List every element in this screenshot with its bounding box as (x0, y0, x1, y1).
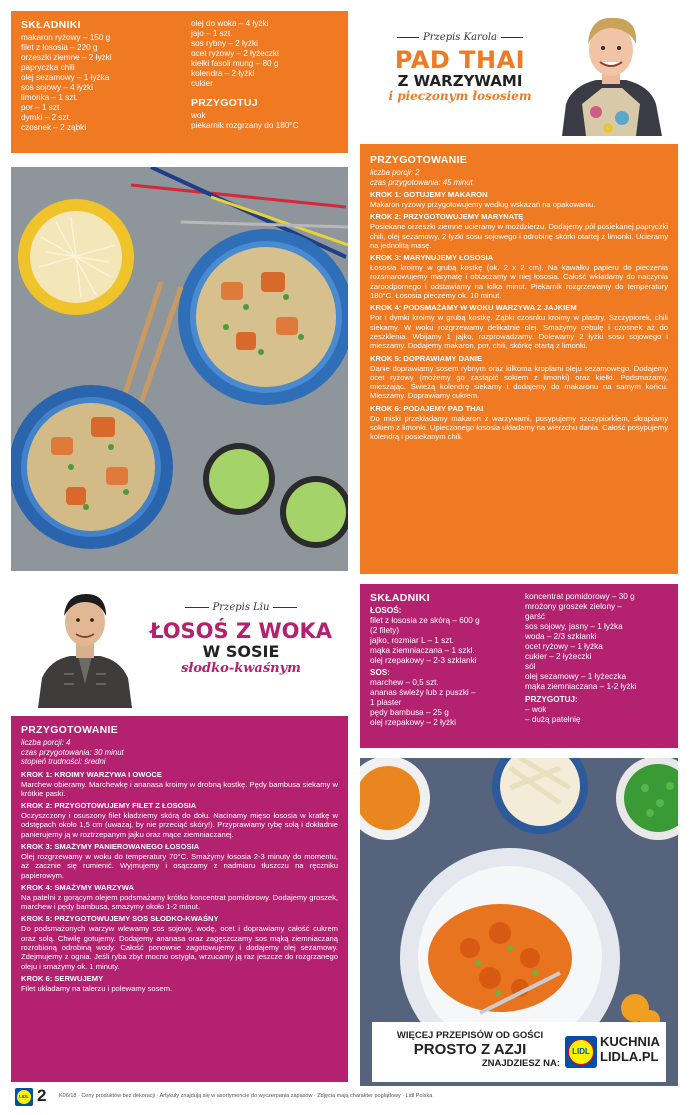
divider (185, 607, 209, 608)
step-title: KROK 5: DOPRAWIAMY DANIE (370, 353, 483, 363)
ingredient-item: olej sezamowy – 1 łyżeczka (525, 672, 627, 681)
footer (11, 1086, 681, 1110)
step-text: Makaron ryżowy przygotowujemy według wskazań na opakowaniu. (370, 200, 596, 209)
ingredient-item: olej rzepakowy – 2-3 szklanki (370, 656, 477, 665)
step (21, 974, 338, 993)
step-title: KROK 3: MARYNUJEMY ŁOSOSIA (370, 253, 494, 263)
ingredient-item: mąka ziemniaczana – 1 szkl. (370, 646, 475, 655)
step-title: KROK 2: PRZYGOTOWUJEMY FILET Z ŁOSOSIA (21, 801, 197, 811)
ingredient-item: sos sojowy, jasny – 1 łyżka (525, 622, 623, 631)
ingredient-item: kiełki fasoli mung – 80 g (191, 59, 279, 68)
ingredient-item: sos sojowy – 4 łyżki (21, 83, 93, 92)
step-text: Por i dymki kroimy w grubą kostkę. Ząbki czosnku kroimy w plastry. Szczypiorek, chili siekamy. W woku rozgrzewamy delikatnie olej. Smażymy cebulę i czosnek aż do zeszklenia. Wbijamy 1 jajko, rozprowadzamy. Dolewamy 2 łyżki sosu sojowego i mieszamy. Dodajemy makaron, por, chili, skórkę otartą z limonki. (370, 313, 668, 351)
ingredient-item: olej rzepakowy – 2 łyżki (370, 718, 457, 727)
dish-subtitle: Z WARZYWAMI (397, 72, 523, 90)
site-line-1: KUCHNIA (600, 1034, 660, 1049)
ingredient-item: por – 1 szt. (21, 103, 62, 112)
ingredient-item: papryczka chili (21, 63, 75, 72)
ingredient-item: olej sezamowy – 1 łyżka (21, 73, 110, 82)
ingredients-col-1 (370, 592, 522, 728)
footer-logo-text: LIDL (17, 1090, 31, 1104)
ingredient-item: makaron ryżowy – 150 g (21, 33, 111, 42)
footer-lidl-logo (15, 1088, 33, 1106)
dish-title: PAD THAI (394, 46, 526, 74)
ingredient-item: limonka – 1 szt. (21, 93, 78, 102)
ingredients-heading: SKŁADNIKI (21, 19, 81, 31)
step-text: Danie doprawiamy sosem rybnym oraz kilkoma kroplami oleju sezamowego. Dodajemy ocet ryżowy (możemy go zastąpić sokiem z limonki) oraz kiełki. Podsmażamy, mieszając. Świeżą kolendrę siekamy i dodajemy do makaronu na samym końcu. Mieszamy. Doprawiamy cukrem. (370, 363, 668, 401)
lidl-logo-text: LIDL (568, 1039, 594, 1065)
step-text: Łososia kroimy w grubą kostkę (ok. 2 x 2 cm). Na kawałku papieru do pieczenia rozsmarowujemy marynatę i obtaczamy w niej łososia. Całość wkładamy do naczynia żaroodpornego i odstawiamy na kilka minut. Piekarnik rozgrzewamy do temperatury 180°C. Łososia pieczemy ok. 10 minut. (370, 263, 668, 301)
ingredient-item: koncentrat pomidorowy – 30 g (525, 592, 635, 601)
prep-heading: PRZYGOTUJ: (525, 695, 578, 704)
step (21, 770, 338, 799)
ingredient-item: jajko, rozmiar L – 1 szt. (370, 636, 454, 645)
step-title: KROK 5: PRZYGOTOWUJEMY SOS SŁODKO-KWAŚNY (21, 914, 219, 924)
pad-thai-ingredients-box (11, 11, 348, 153)
step-text: Na patelni z gorącym olejem podsmażamy krótko koncentrat pomidorowy. Dodajemy groszek, marchew i pędy bambusa, smażymy około 1-2 minut. (21, 892, 338, 912)
prep-item: – wok (525, 705, 547, 714)
ingredients-col-2 (191, 19, 341, 131)
chef-label-row (370, 32, 550, 43)
step-title: KROK 6: PODAJEMY PAD THAI (370, 403, 484, 413)
chef-liu-photo (34, 584, 136, 708)
ingredient-item: cukier – 2 łyżeczki (525, 652, 592, 661)
step (370, 404, 668, 442)
step-text: Olej rozgrzewamy w woku do temperatury 70°C. Smażymy łososia 2-3 minuty do momentu, aż zacznie się rumienić. Wyjmujemy i osączamy z nadmiaru tłuszczu na ręczniku papierowym. (21, 851, 338, 880)
more-recipes-banner (372, 1022, 666, 1082)
ingredient-item: czosnek – 2 ząbki (21, 123, 87, 132)
prep-time: czas przygotowania: 45 minut (370, 177, 473, 187)
prep-time: czas przygotowania: 30 minut (21, 747, 124, 757)
page-number: 2 (37, 1086, 47, 1105)
preparation-heading: PRZYGOTOWANIE (370, 154, 468, 166)
step-text: Filet układamy na talerzu i polewamy sosem. (21, 983, 173, 993)
step-text: Marchew obieramy. Marchewkę i ananasa kroimy w drobną kostkę. Pędy bambusa siekamy w krótkie paski. (21, 779, 338, 798)
chef-label: Przepis Liu (212, 602, 270, 613)
ingredient-item: mrożony groszek zielony – (525, 602, 622, 611)
ingredient-subheading: SOS: (370, 668, 391, 677)
ingredients-heading: SKŁADNIKI (370, 592, 430, 604)
step (370, 212, 668, 250)
ingredient-item: woda – 2/3 szklanki (525, 632, 597, 641)
step-text: Posiekane orzeszki ziemne ucieramy w moździerzu. Dodajemy pół posiekanej papryczki chili, olej sezamowy, 2 łyżki sosu sojowego i odrobinę skórki otartej z limonki. Ucieramy na jednolitą masę. (370, 222, 668, 250)
difficulty: stopień trudności: średni (21, 757, 106, 766)
chef-karol-photo (552, 8, 670, 136)
step-text: Oczyszczony i osuszony filet kładziemy skórą do dołu. Nacinamy mięso łososia w kratkę w odstępach około 1,5 cm (uważaj, by nie przeciąć skóry!). Przyprawiamy rybę solą i dokładnie panierujemy ją w roztrzepanym jajku oraz mące ziemniaczanej. (21, 811, 338, 839)
ingredient-item: kolendra – 2 łyżki (191, 69, 255, 78)
portions: liczba porcji: 4 (21, 738, 71, 747)
dish-tagline: i pieczonym łososiem (388, 89, 532, 103)
ingredients-col-2 (525, 592, 671, 725)
step (370, 303, 668, 350)
banner-line-1: WIĘCEJ PRZEPISÓW OD GOŚCI (396, 1030, 544, 1041)
banner-line-3: ZNAJDZIESZ NA: (481, 1058, 560, 1069)
karol-recipe-title (370, 32, 550, 137)
prep-item: wok (191, 111, 206, 120)
step (370, 253, 668, 300)
ingredient-item: filet z łososia – 220 g (21, 43, 98, 52)
ingredient-item: olej do woka – 4 łyżki (191, 19, 269, 28)
pad-thai-photo (11, 167, 348, 571)
ingredient-item: dymki – 2 szt. (21, 113, 72, 122)
ingredient-item: orzeszki ziemne – 2 łyżki (21, 53, 112, 62)
portions: liczba porcji: 2 (370, 168, 420, 177)
pad-thai-preparation-box (360, 144, 678, 574)
prep-item: piekarnik rozgrzany do 180°C (191, 121, 299, 130)
liu-recipe-title (148, 602, 334, 702)
prep-item: – dużą patelnię (525, 715, 581, 724)
kuchnia-lidla-link[interactable] (600, 1034, 664, 1064)
step-title: KROK 2: PRZYGOTOWUJEMY MARYNATĘ (370, 212, 524, 222)
dish-title: ŁOSOŚ Z WOKA (149, 619, 333, 643)
site-line-2: LIDLA.PL (600, 1049, 659, 1064)
step (21, 842, 338, 880)
ingredient-item: 1 plaster (370, 698, 402, 707)
ingredient-item: ananas świeży lub z puszki – (370, 688, 476, 697)
step-title: KROK 1: KROIMY WARZYWA I OWOCE (21, 769, 162, 779)
ingredient-item: jajo – 1 szt. (191, 29, 233, 38)
dish-tagline: słodko-kwaśnym (181, 661, 301, 676)
step-text: Do miski przekładamy makaron z warzywami, posypujemy szczypiorkiem, skrapiamy sokiem z limonki. Upieczonego łososia układamy na wierzchu dania. Całość posypujemy kolendrą i posiekanym chili. (370, 413, 668, 442)
ingredient-subheading: ŁOSOŚ: (370, 606, 402, 615)
step-title: KROK 4: PODSMAŻAMY W WOKU WARZYWA Z JAJKIEM (370, 303, 577, 313)
ingredient-item: ocet ryżowy – 1 łyżka (525, 642, 603, 651)
banner-line-2: PROSTO Z AZJI (413, 1041, 527, 1058)
step (370, 354, 668, 401)
divider (273, 607, 297, 608)
step-title: KROK 4: SMAŻYMY WARZYWA (21, 882, 134, 892)
step-title: KROK 6: SERWUJEMY (21, 973, 104, 983)
step (21, 883, 338, 912)
losos-ingredients-box (360, 584, 678, 748)
banner-text (380, 1030, 560, 1069)
ingredient-item: ocet ryżowy – 2 łyżeczki (191, 49, 279, 58)
chef-label-row (148, 602, 334, 613)
ingredient-item: garść (525, 612, 546, 621)
ingredient-item: filet z łososia ze skórą – 600 g (370, 616, 480, 625)
step-title: KROK 1: GOTUJEMY MAKARON (370, 190, 488, 199)
dish-subtitle: W SOSIE (202, 642, 280, 661)
prep-heading: PRZYGOTUJ (191, 97, 258, 109)
ingredient-item: sos rybny – 2 łyżki (191, 39, 258, 48)
step-title: KROK 3: SMAŻYMY PANIEROWANEGO ŁOSOSIA (21, 841, 200, 851)
losos-preparation-box (11, 716, 348, 1082)
divider (397, 37, 419, 38)
footer-disclaimer: K06/18 · Ceny produktów bez dekoracji · Artykuły znajdują się w asortymencie do wyczerpania zapasów · Zdjęcia mają charakter poglądowy · Lidl Polska (59, 1093, 433, 1099)
lidl-logo[interactable] (565, 1036, 597, 1068)
step (21, 914, 338, 970)
ingredients-col-1 (21, 33, 191, 133)
ingredient-item: cukier (191, 79, 213, 88)
step (370, 190, 668, 209)
ingredient-item: marchew – 0,5 szt. (370, 678, 439, 687)
chef-label: Przepis Karola (423, 32, 497, 43)
step (21, 801, 338, 839)
preparation-heading: PRZYGOTOWANIE (21, 724, 119, 736)
ingredient-item: sól (525, 662, 536, 671)
ingredient-item: (2 filety) (370, 626, 400, 635)
divider (501, 37, 523, 38)
ingredient-item: mąka ziemniaczana – 1-2 łyżki (525, 682, 637, 691)
step-text: Do podsmażonych warzyw wlewamy sos sojowy, wodę, ocet i doprawiamy całość cukrem oraz solą. Chwilę gotujemy. Dodajemy ananasa oraz zagęszczamy sos mąką ziemniaczaną rozrobioną odrobiną wody. Całość ponownie zagotowujemy i dodajemy olej sezamowy. Zdejmujemy z ognia. Jeśli ryba zbyt mocno ostygła, wrzucamy ją raz jeszcze do rozgrzanego oleju i smażymy ok. 1 minuty. (21, 924, 338, 971)
ingredient-item: pędy bambusa – 25 g (370, 708, 449, 717)
